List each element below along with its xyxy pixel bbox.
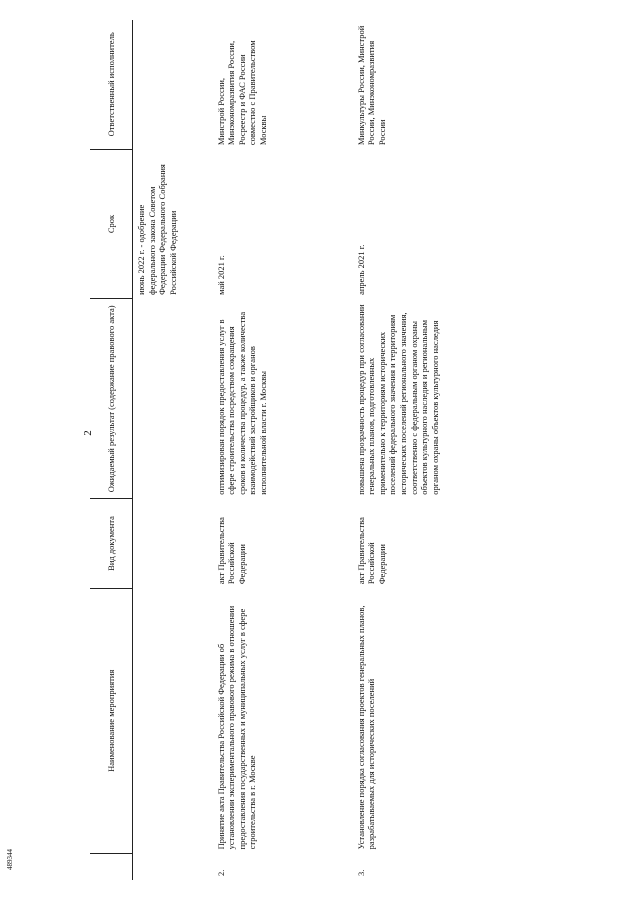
row-number: 3. (355, 869, 366, 876)
measures-table (90, 20, 444, 880)
document-type-cell: акт Правительства Российской Федерации (355, 517, 387, 585)
document-id: 489344 (6, 849, 14, 870)
rotated-table-container (90, 20, 630, 880)
table-row (353, 20, 444, 880)
term-cell: апрель 2021 г. (355, 244, 366, 295)
header-responsible: Ответственный исполнитель (90, 20, 133, 149)
measure-name-cell: Установление порядка согласования проектов генеральных планов, разрабатываемых для исторических поселений (355, 605, 377, 850)
responsible-cell: Минстрой России, Минэкономразвития России, Росреестр и ФАС России совместно с Правительством Москвы (215, 40, 268, 146)
table-row (213, 20, 353, 880)
page-number: 2 (81, 430, 94, 436)
expected-result-cell: повышена прозрачность процедур при согласовании генеральных планов, подготовленных применительно к территориям исторических поселений федерального значения и территориям исторических поселений регионального значения, соответственно с федеральным органом охраны объектов культурного наследия и региональным органом охраны объектов культурного наследия (355, 304, 440, 495)
header-term: Срок (90, 149, 133, 299)
header-measure-name: Наименование мероприятия (90, 588, 133, 853)
table-header-row (90, 20, 133, 880)
measure-name-cell: Принятие акта Правительства Российской Федерации об установлении экспериментального правового режима в отношении предоставления государственных и муниципальных услуг в сфере строительства в г. Москве (215, 605, 258, 850)
expected-result-cell: оптимизирован порядок предоставления услуг в сфере строительства посредством сокращения сроков и количества процедур, а также количества взаимодействий застройщиков и органов исполнительной власти г. Москвы (215, 311, 268, 495)
term-cell: июнь 2022 г. - одобрение федерального закона Советом Федерации Федерального Собрания Российской Федерации (136, 164, 178, 295)
term-cell: май 2021 г. (215, 255, 226, 295)
header-expected-result: Ожидаемый результат (содержание правового акта) (90, 299, 133, 499)
header-document-type: Вид документа (90, 499, 133, 588)
responsible-cell: Минкультуры России, Минстрой России, Минэкономразвития России (355, 25, 387, 146)
row-number: 2. (215, 869, 226, 876)
header-number (90, 853, 133, 880)
table-row-continued (133, 20, 213, 880)
document-type-cell: акт Правительства Российской Федерации (215, 517, 247, 585)
